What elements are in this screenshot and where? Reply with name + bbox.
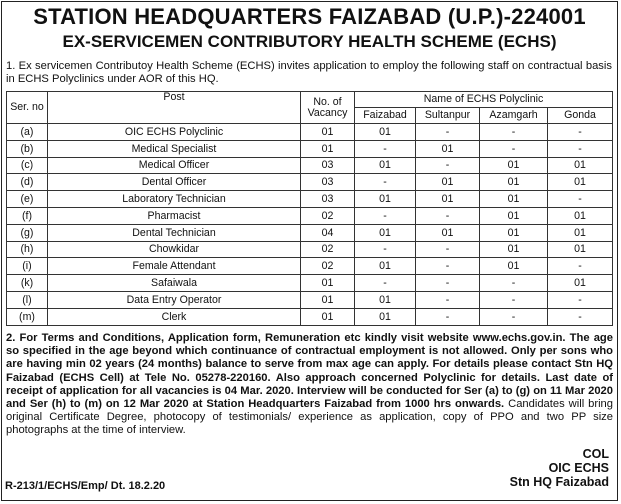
cell-sultanpur: - <box>416 157 480 174</box>
table-row <box>7 275 613 292</box>
cell-gonda: 01 <box>548 207 613 224</box>
cell-azamgarh: - <box>480 124 548 141</box>
cell-ser: (l) <box>7 291 48 308</box>
cell-azamgarh: - <box>480 275 548 292</box>
cell-sultanpur: - <box>416 124 480 141</box>
cell-post: Data Entry Operator <box>48 291 301 308</box>
cell-faizabad: - <box>355 174 416 191</box>
cell-vacancy: 03 <box>301 174 355 191</box>
cell-ser: (k) <box>7 275 48 292</box>
cell-gonda: - <box>548 308 613 325</box>
cell-ser: (d) <box>7 174 48 191</box>
cell-faizabad: - <box>355 275 416 292</box>
cell-vacancy: 04 <box>301 224 355 241</box>
cell-ser: (h) <box>7 241 48 258</box>
signature-unit: Stn HQ Faizabad <box>509 475 609 489</box>
cell-sultanpur: - <box>416 258 480 275</box>
col-header-ser: Ser. no <box>7 92 48 124</box>
cell-sultanpur: 01 <box>416 140 480 157</box>
cell-vacancy: 03 <box>301 157 355 174</box>
cell-ser: (a) <box>7 124 48 141</box>
cell-azamgarh: 01 <box>480 241 548 258</box>
cell-post: Clerk <box>48 308 301 325</box>
page-subtitle: EX-SERVICEMEN CONTRIBUTORY HEALTH SCHEME (ECHS) <box>62 32 557 51</box>
cell-ser: (i) <box>7 258 48 275</box>
col-header-vacancy: No. of Vacancy <box>301 92 355 124</box>
cell-vacancy: 02 <box>301 258 355 275</box>
cell-vacancy: 01 <box>301 275 355 292</box>
cell-azamgarh: - <box>480 308 548 325</box>
cell-azamgarh: 01 <box>480 207 548 224</box>
table-row <box>7 124 613 141</box>
cell-post: Laboratory Technician <box>48 191 301 208</box>
cell-faizabad: 01 <box>355 224 416 241</box>
table-row <box>7 157 613 174</box>
col-header-faizabad: Faizabad <box>355 108 416 124</box>
cell-ser: (g) <box>7 224 48 241</box>
cell-ser: (m) <box>7 308 48 325</box>
cell-post: Medical Specialist <box>48 140 301 157</box>
table-row <box>7 140 613 157</box>
cell-azamgarh: 01 <box>480 157 548 174</box>
cell-ser: (b) <box>7 140 48 157</box>
table-row <box>7 207 613 224</box>
cell-azamgarh: 01 <box>480 174 548 191</box>
cell-faizabad: 01 <box>355 124 416 141</box>
table-row <box>7 291 613 308</box>
cell-ser: (f) <box>7 207 48 224</box>
table-row <box>7 174 613 191</box>
cell-azamgarh: - <box>480 291 548 308</box>
reference-number: R-213/1/ECHS/Emp/ Dt. 18.2.20 <box>5 480 166 492</box>
cell-vacancy: 01 <box>301 124 355 141</box>
cell-gonda: - <box>548 191 613 208</box>
col-header-polyclinic-group: Name of ECHS Polyclinic <box>355 92 613 108</box>
cell-faizabad: 01 <box>355 157 416 174</box>
cell-azamgarh: - <box>480 140 548 157</box>
cell-ser: (c) <box>7 157 48 174</box>
cell-post: Female Attendant <box>48 258 301 275</box>
cell-sultanpur: - <box>416 275 480 292</box>
cell-sultanpur: 01 <box>416 224 480 241</box>
table-row <box>7 308 613 325</box>
cell-gonda: - <box>548 140 613 157</box>
table-row <box>7 191 613 208</box>
col-header-sultanpur: Sultanpur <box>416 108 480 124</box>
signature-appointment: OIC ECHS <box>548 461 609 475</box>
cell-sultanpur: - <box>416 207 480 224</box>
cell-gonda: - <box>548 258 613 275</box>
cell-sultanpur: - <box>416 308 480 325</box>
details-paragraph <box>6 332 613 438</box>
page-title: STATION HEADQUARTERS FAIZABAD (U.P.)-224001 <box>33 4 586 29</box>
signature-rank: COL <box>582 447 609 461</box>
cell-post: Safaiwala <box>48 275 301 292</box>
cell-sultanpur: - <box>416 291 480 308</box>
cell-faizabad: 01 <box>355 291 416 308</box>
cell-post: Dental Officer <box>48 174 301 191</box>
details-bold-text: 2. For Terms and Conditions, Application form, Remuneration etc kindly visit website www.echs.gov.in. The age so specified in the age beyond which continuance of contractual employment is not allowed. Only per sons who are having min 02 years (24 months) balance to serve from max age can apply. For details please contact Stn HQ Faizabad (ECHS Cell) at Tele No. 05278-220160. Also approach concerned Polyclinic for details. Last date of receipt of application for all vacancies is 04 Mar. 2020. Interview will be conducted for Ser (a) to (g) on 11 Mar 2020 and Ser (h) to (m) on 12 Mar 2020 at Station Headquarters Faizabad from 1000 hrs onwards. <box>6 332 613 411</box>
cell-gonda: - <box>548 124 613 141</box>
cell-faizabad: - <box>355 140 416 157</box>
table-row <box>7 241 613 258</box>
cell-faizabad: 01 <box>355 308 416 325</box>
cell-gonda: 01 <box>548 157 613 174</box>
signature-block <box>510 447 609 489</box>
col-header-azamgarh: Azamgarh <box>480 108 548 124</box>
cell-post: Dental Technician <box>48 224 301 241</box>
cell-azamgarh: 01 <box>480 258 548 275</box>
cell-sultanpur: - <box>416 241 480 258</box>
cell-vacancy: 03 <box>301 191 355 208</box>
cell-vacancy: 01 <box>301 140 355 157</box>
cell-faizabad: - <box>355 207 416 224</box>
cell-post: Pharmacist <box>48 207 301 224</box>
table-row <box>7 258 613 275</box>
col-header-gonda: Gonda <box>548 108 613 124</box>
cell-faizabad: - <box>355 241 416 258</box>
table-row <box>7 224 613 241</box>
cell-gonda: 01 <box>548 174 613 191</box>
cell-gonda: 01 <box>548 241 613 258</box>
cell-sultanpur: 01 <box>416 191 480 208</box>
intro-paragraph: 1. Ex servicemen Contributoy Health Scheme (ECHS) invites application to employ the following staff on contractual basis in ECHS Polyclinics under AOR of this HQ. <box>6 60 612 85</box>
advertisement <box>1 1 618 501</box>
cell-sultanpur: 01 <box>416 174 480 191</box>
cell-azamgarh: 01 <box>480 191 548 208</box>
details-normal-text: Candidates will bring original Certificate Degree, photocopy of testimonials/ experience as application, copy of PPO and two PP size photographs at the time of interview. <box>6 398 613 437</box>
cell-post: OIC ECHS Polyclinic <box>48 124 301 141</box>
cell-vacancy: 01 <box>301 291 355 308</box>
cell-gonda: - <box>548 291 613 308</box>
col-header-post: Post <box>48 92 301 124</box>
cell-post: Medical Officer <box>48 157 301 174</box>
cell-vacancy: 01 <box>301 308 355 325</box>
cell-ser: (e) <box>7 191 48 208</box>
cell-post: Chowkidar <box>48 241 301 258</box>
cell-gonda: 01 <box>548 224 613 241</box>
cell-faizabad: 01 <box>355 258 416 275</box>
cell-faizabad: 01 <box>355 191 416 208</box>
cell-vacancy: 02 <box>301 207 355 224</box>
vacancy-table <box>6 91 613 326</box>
cell-azamgarh: 01 <box>480 224 548 241</box>
cell-gonda: 01 <box>548 275 613 292</box>
cell-vacancy: 02 <box>301 241 355 258</box>
